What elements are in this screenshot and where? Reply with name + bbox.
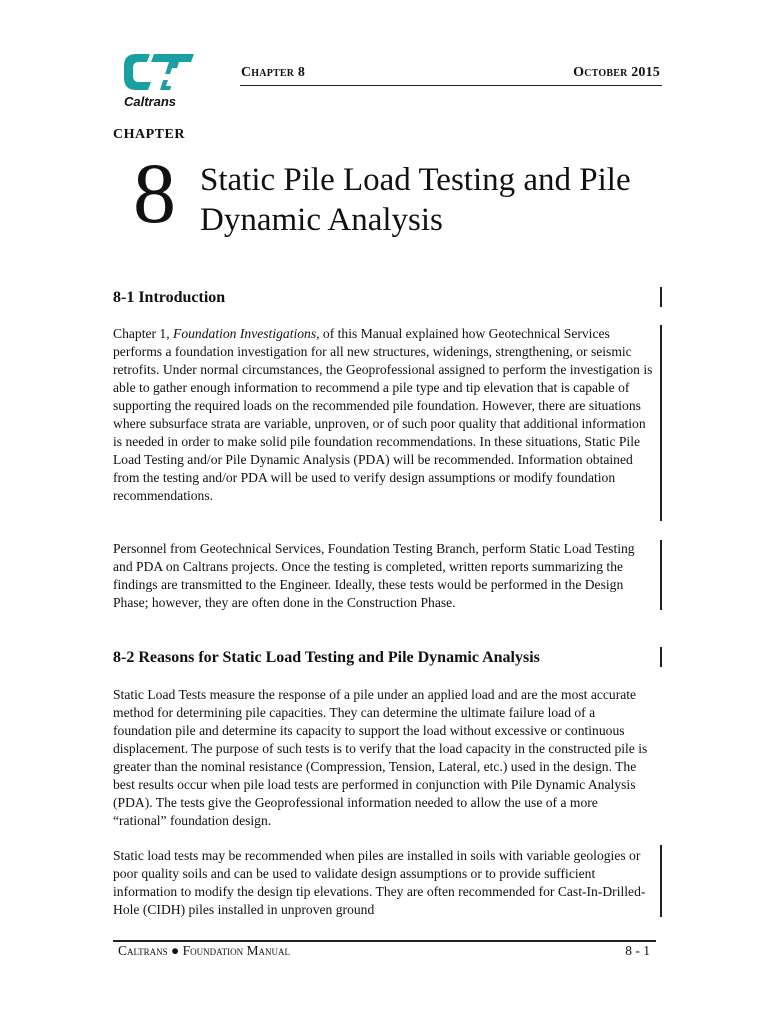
svg-text:Caltrans: Caltrans	[124, 94, 177, 109]
section-heading-reasons: 8-2 Reasons for Static Load Testing and Pile Dynamic Analysis	[113, 649, 540, 666]
caltrans-logo	[120, 50, 196, 114]
intro-paragraph-2: Personnel from Geotechnical Services, Foundation Testing Branch, perform Static Load Testing and PDA on Caltrans projects. Once the testing is completed, written reports summarizing the findings are transmitted to the Engineer. Ideally, these tests would be performed in the Design Phase; however, they are often done in the Construction Phase.	[113, 541, 635, 610]
header-rule	[240, 85, 662, 86]
caltrans-logo-icon	[120, 50, 196, 114]
change-bar	[660, 287, 662, 307]
header-date: October 2015	[573, 65, 660, 80]
change-bar	[660, 647, 662, 667]
page-number: 8 - 1	[625, 943, 650, 958]
section-heading-introduction: 8-1 Introduction	[113, 289, 226, 306]
change-bar	[660, 540, 662, 610]
chapter-number: 8	[133, 145, 176, 241]
header-chapter: Chapter 8	[241, 65, 306, 80]
footer-manual-title: Caltrans ● Foundation Manual	[118, 943, 290, 958]
reasons-paragraph-2: Static load tests may be recommended when piles are installed in soils with variable geologies or poor quality soils and can be used to validate design assumptions or to provide sufficient information to modify the design tip elevations. They are often recommended for Cast-In-Drilled-Hole (CIDH) piles installed in unproven ground	[113, 848, 646, 917]
footer-rule	[113, 940, 656, 942]
change-bar	[660, 845, 662, 917]
chapter-label: CHAPTER	[113, 127, 185, 142]
para-text: Chapter 1,	[113, 326, 174, 341]
chapter-title: Static Pile Load Testing and Pile Dynamic Analysis	[200, 162, 631, 238]
manual-reference[interactable]: Foundation Investigations,	[173, 326, 320, 341]
para-text: of this Manual explained how Geotechnical Services performs a foundation investigation for all new structures, widenings, strengthening, or seismic retrofits. Under normal circumstances, the Geoprofessional assigned to perform the investigation is able to gather enough information to recommend a pile type and tip elevation that is capable of supporting the required loads on the recommended pile foundation. However, there are situations where subsurface strata are variable, unproven, or of such poor quality that additional information is needed in order to make solid pile foundation recommendations. In these situations, Static Pile Load Testing and/or Pile Dynamic Analysis (PDA) will be recommended. Information obtained from the testing and/or PDA will be used to verify design assumptions or modify foundation recommendations.	[113, 326, 653, 503]
intro-paragraph-1	[113, 325, 653, 505]
change-bar	[660, 325, 662, 521]
reasons-paragraph-1: Static Load Tests measure the response of a pile under an applied load and are the most accurate method for determining pile capacities. They can determine the ultimate failure load of a foundation pile and determine its capacity to support the load without excessive or continuous displacement. The purpose of such tests is to verify that the load capacity in the constructed pile is greater than the nominal resistance (Compression, Tension, Lateral, etc.) used in the design. The best results occur when pile load tests are performed in conjunction with Pile Dynamic Analysis (PDA). The tests give the Geoprofessional information needed to allow the use of a more “rational” foundation design.	[113, 687, 648, 828]
